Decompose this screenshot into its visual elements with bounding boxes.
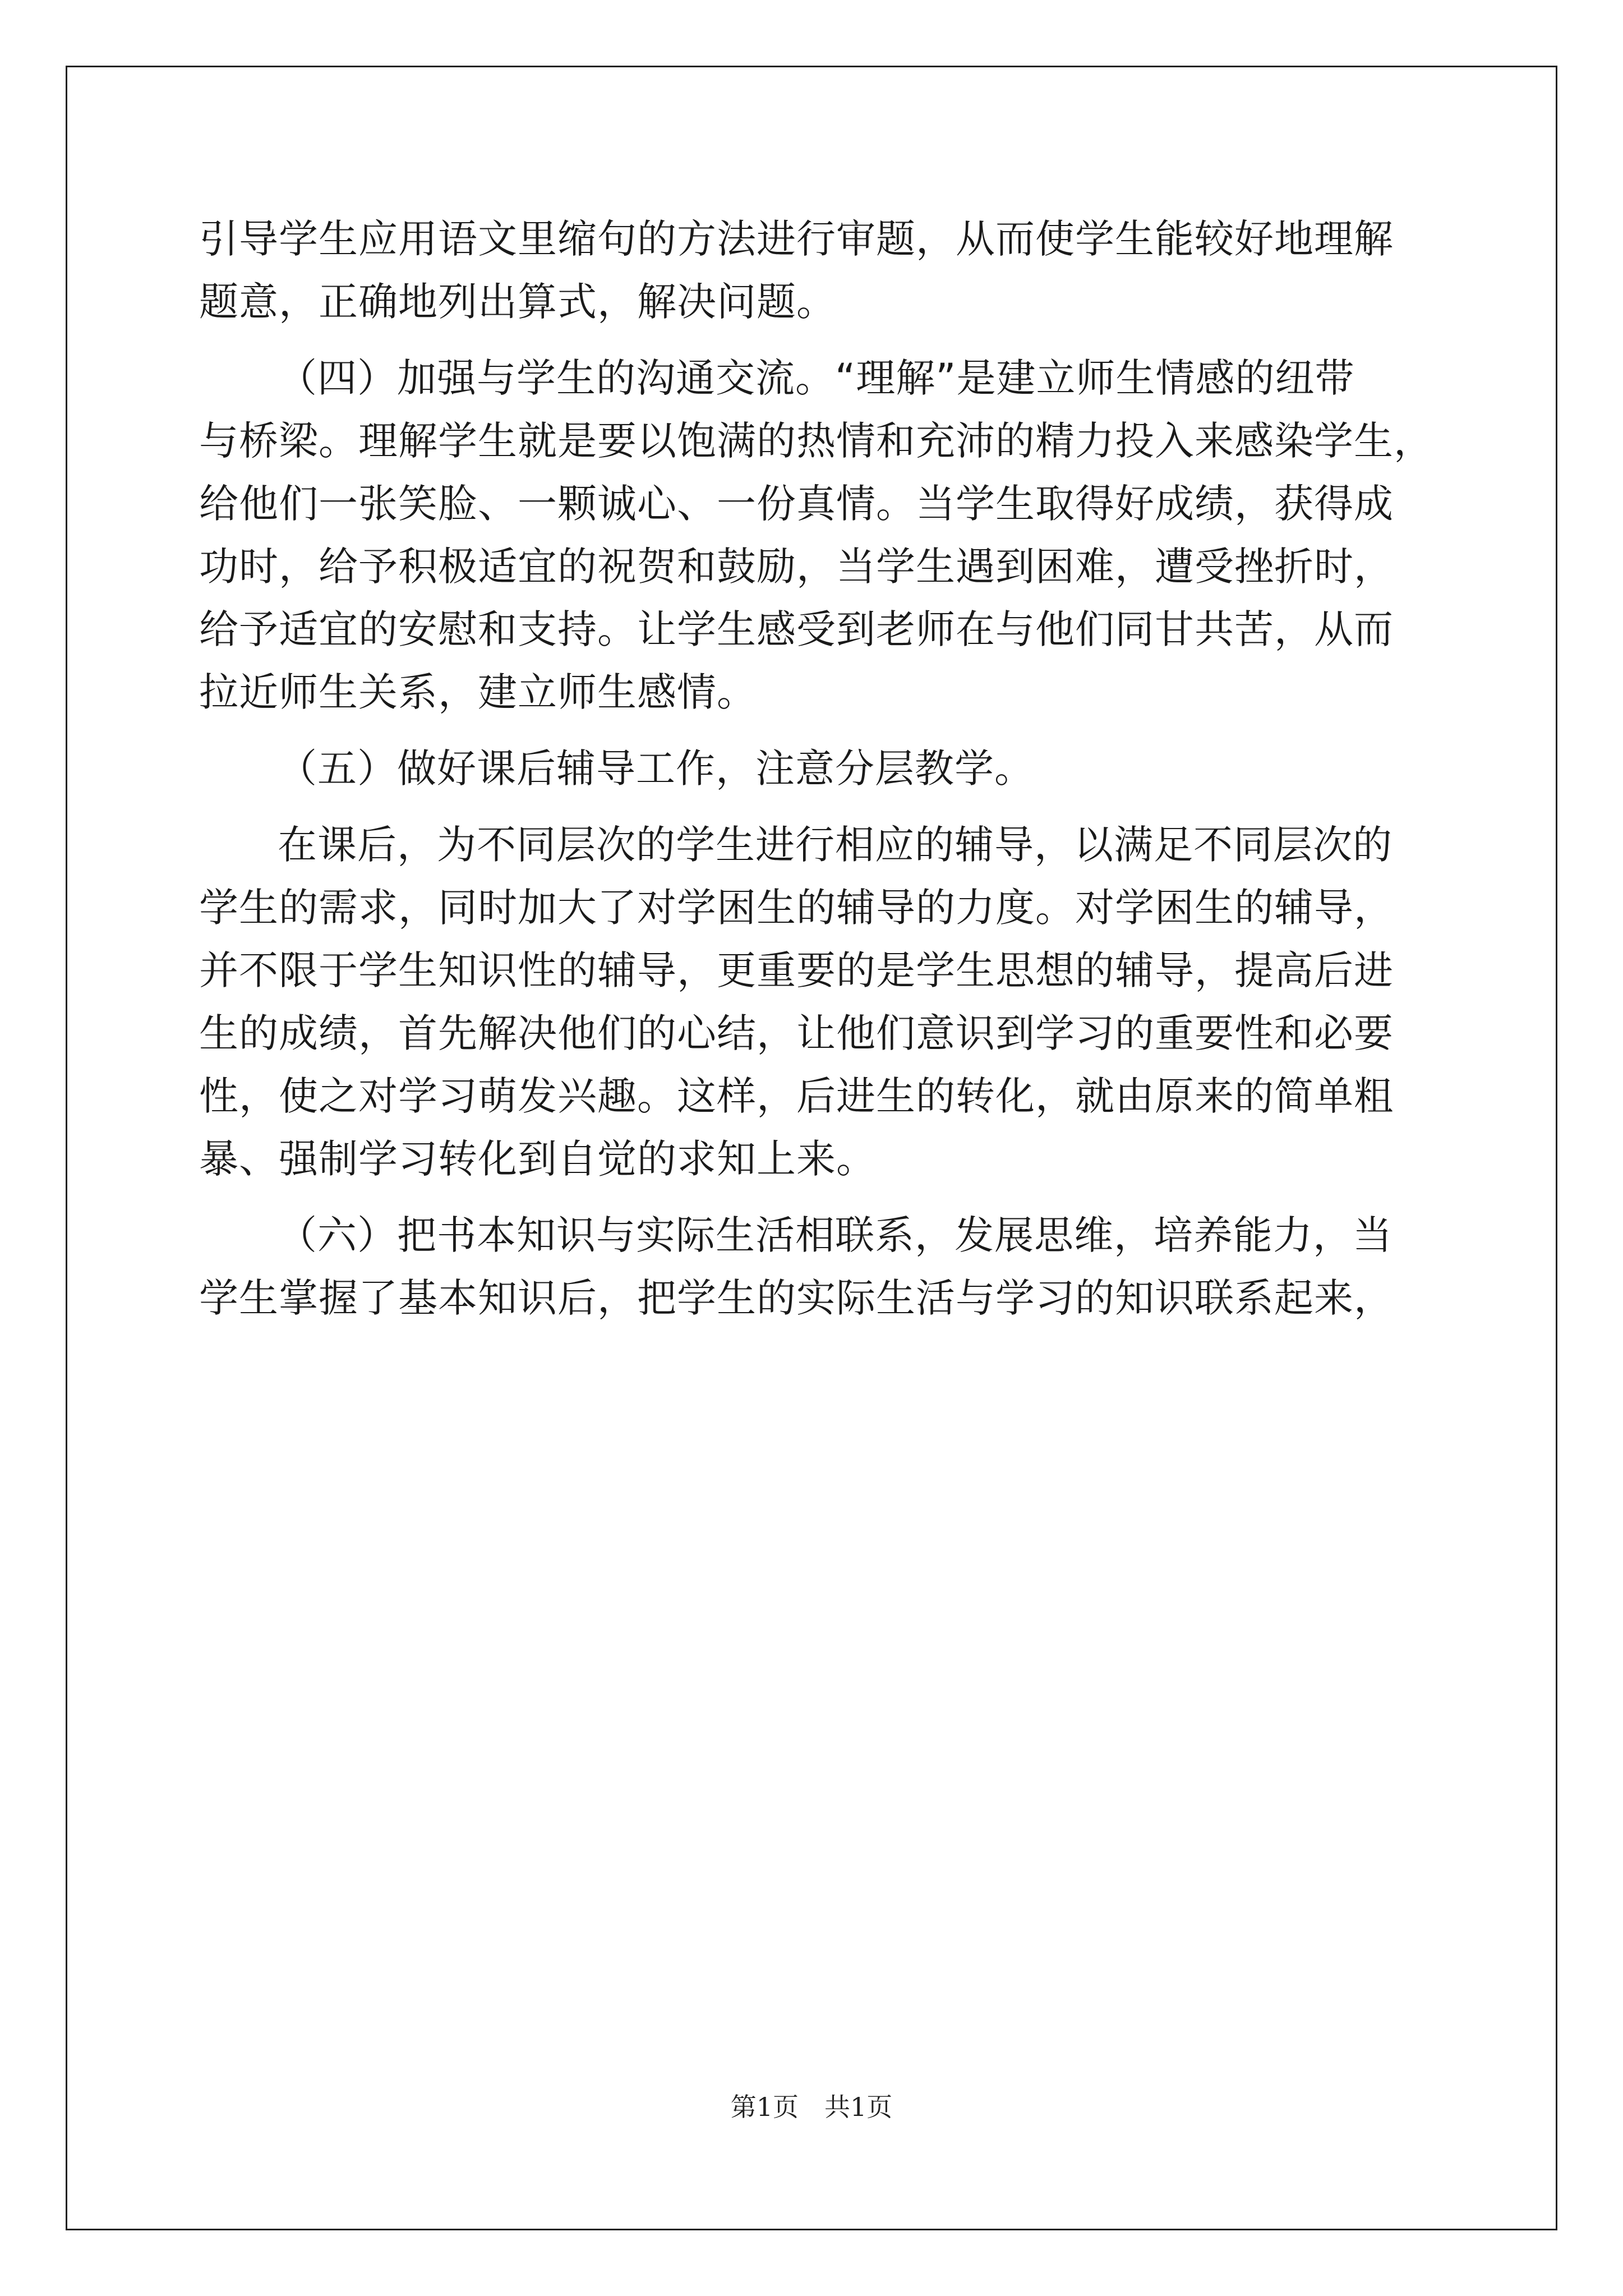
page-number-footer: 第1页 共1页 xyxy=(730,2092,893,2122)
text-line: （六）把书本知识与实际生活相联系，发展思维，培养能力，当 xyxy=(278,1212,1393,1258)
text-line: 学生的需求，同时加大了对学困生的辅导的力度。对学困生的辅导， xyxy=(199,885,1394,931)
text-line: 性，使之对学习萌发兴趣。这样，后进生的转化，就由原来的简单粗 xyxy=(199,1073,1394,1119)
document-body xyxy=(199,208,1433,1329)
text-line: 引导学生应用语文里缩句的方法进行审题，从而使学生能较好地理解 xyxy=(199,216,1394,262)
text-line: 在课后，为不同层次的学生进行相应的辅导，以满足不同层次的 xyxy=(278,822,1393,868)
text-line: 给他们一张笑脸、一颗诚心、一份真情。当学生取得好成绩，获得成 xyxy=(199,481,1394,527)
text-line: 功时，给予积极适宜的祝贺和鼓励，当学生遇到困难，遭受挫折时， xyxy=(199,544,1394,590)
text-line: 生的成绩，首先解决他们的心结，让他们意识到学习的重要性和必要 xyxy=(199,1010,1394,1056)
text-line: 并不限于学生知识性的辅导，更重要的是学生思想的辅导，提高后进 xyxy=(199,947,1394,993)
text-line: （五）做好课后辅导工作，注意分层教学。 xyxy=(278,746,1034,792)
text-line: 暴、强制学习转化到自觉的求知上来。 xyxy=(199,1136,876,1182)
text-line: 给予适宜的安慰和支持。让学生感受到老师在与他们同甘共苦，从而 xyxy=(199,606,1394,652)
text-line: 拉近师生关系，建立师生感情。 xyxy=(199,669,757,715)
text-line: （四）加强与学生的沟通交流。“理解”是建立师生情感的纽带 xyxy=(278,355,1355,401)
text-line: 学生掌握了基本知识后，把学生的实际生活与学习的知识联系起来， xyxy=(199,1275,1394,1321)
text-line: 题意，正确地列出算式，解决问题。 xyxy=(199,279,836,325)
text-line: 与桥梁。理解学生就是要以饱满的热情和充沛的精力投入来感染学生， xyxy=(199,418,1433,464)
